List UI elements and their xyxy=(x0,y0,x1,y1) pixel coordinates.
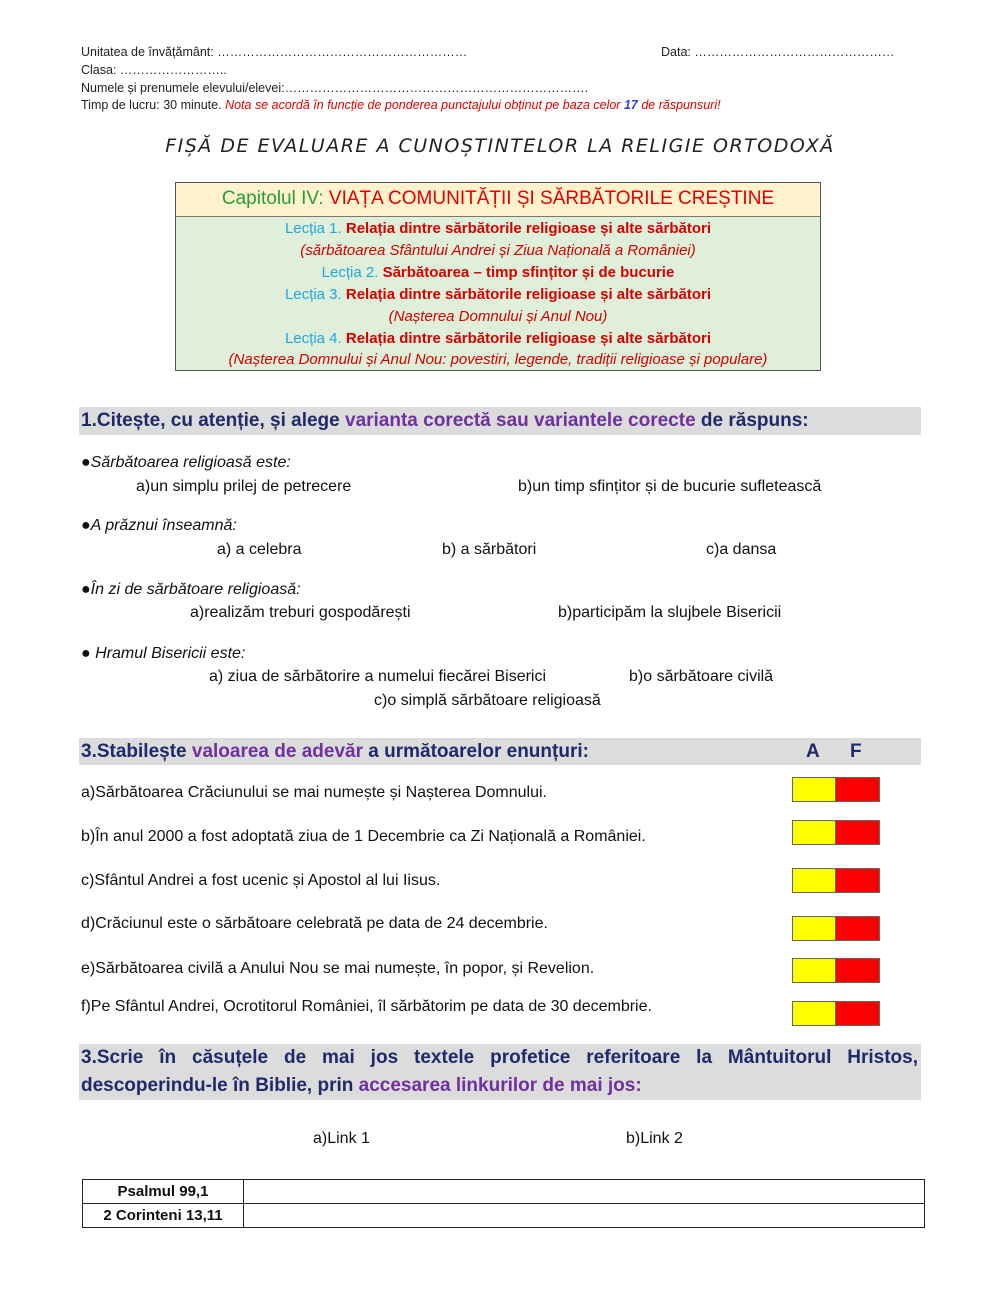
lesson-label: Lecția 1. xyxy=(284,220,342,237)
true-box[interactable] xyxy=(792,777,836,802)
lesson-subtitle: (sărbătoarea Sfântului Andrei și Ziua Națională a României) xyxy=(300,241,696,259)
answer-option[interactable]: c)a dansa xyxy=(706,541,777,558)
school-field: Unitatea de învățământ: …………………………………………………… xyxy=(81,45,468,59)
lesson-label: Lecția 3. xyxy=(284,285,342,303)
true-box[interactable] xyxy=(792,868,836,893)
false-column-label: F xyxy=(850,741,862,762)
statement-f: f)Pe Sfântul Andrei, Ocrotitorul României, îl sărbătorim pe data de 30 decembrie. xyxy=(81,998,652,1015)
verse-answer-cell[interactable] xyxy=(244,1204,925,1228)
question-prompt: ●Sărbătoarea religioasă este: xyxy=(81,454,291,471)
answer-option[interactable]: b) a sărbători xyxy=(442,541,537,558)
section1-heading-a: 1.Citește, cu atenție, și alege xyxy=(81,410,340,431)
question-prompt: ●A prăznui înseamnă: xyxy=(81,517,237,534)
table-row xyxy=(83,1204,925,1228)
lesson-label: Lecția 2. xyxy=(321,263,379,281)
student-name-field: Numele și prenumele elevului/elevei:………………………………………………………………. xyxy=(81,81,589,95)
true-false-boxes xyxy=(792,820,880,845)
grade-note: Nota se acordă în funcție de ponderea punctajului obținut pe baza celor xyxy=(225,98,621,112)
lesson-2 xyxy=(176,262,820,284)
answer-option[interactable]: a)realizăm treburi gospodărești xyxy=(190,604,411,621)
chapter-box xyxy=(175,182,821,371)
chapter-label: Capitolul IV: xyxy=(221,188,324,209)
link-2[interactable]: b)Link 2 xyxy=(626,1130,683,1147)
true-false-boxes xyxy=(792,868,880,893)
question-prompt: ●În zi de sărbătoare religioasă: xyxy=(81,581,301,598)
lesson-title: Relația dintre sărbătorile religioase și alte sărbători xyxy=(345,285,712,303)
answer-option[interactable]: c)o simplă sărbătoare religioasă xyxy=(374,692,601,709)
section2-heading xyxy=(79,738,921,765)
false-box[interactable] xyxy=(836,958,880,983)
answers-count: 17 xyxy=(623,98,638,112)
true-false-boxes xyxy=(792,958,880,983)
class-field: Clasa: …………………….. xyxy=(81,63,227,77)
lesson-subtitle: (Nașterea Domnului și Anul Nou) xyxy=(388,307,608,325)
true-box[interactable] xyxy=(792,820,836,845)
statement-a: a)Sărbătoarea Crăciunului se mai numește și Nașterea Domnului. xyxy=(81,784,547,801)
statement-e: e)Sărbătoarea civilă a Anului Nou se mai numește, în popor, și Revelion. xyxy=(81,960,595,977)
true-column-label: A xyxy=(806,741,820,762)
section2-heading-c: a următoarelor enunțuri: xyxy=(368,741,589,762)
lesson-subtitle: (Nașterea Domnului și Anul Nou: povestiri, legende, tradiții religioase și populare) xyxy=(228,351,768,369)
false-box[interactable] xyxy=(836,916,880,941)
true-false-boxes xyxy=(792,777,880,802)
false-box[interactable] xyxy=(836,868,880,893)
section2-heading-b: valoarea de adevăr xyxy=(191,741,364,762)
answer-option[interactable]: a) ziua de sărbătorire a numelui fiecărei Biserici xyxy=(209,668,547,685)
true-box[interactable] xyxy=(792,1001,836,1026)
table-row xyxy=(83,1180,925,1204)
section1-heading xyxy=(79,407,921,435)
statement-c: c)Sfântul Andrei a fost ucenic și Apostol al lui Iisus. xyxy=(81,872,441,889)
lesson-list xyxy=(176,217,820,371)
link-1[interactable]: a)Link 1 xyxy=(313,1130,370,1147)
statement-d: d)Crăciunul este o sărbătoare celebrată pe data de 24 decembrie. xyxy=(81,915,548,932)
verse-answer-cell[interactable] xyxy=(244,1180,925,1204)
time-limit: Timp de lucru: 30 minute. xyxy=(81,98,222,112)
section1-heading-c: de răspuns: xyxy=(700,410,809,431)
false-box[interactable] xyxy=(836,777,880,802)
grade-note-end: de răspunsuri! xyxy=(641,98,721,112)
lesson-1 xyxy=(176,218,820,240)
answer-option[interactable]: a) a celebra xyxy=(217,541,302,558)
section3-heading xyxy=(79,1044,921,1100)
true-box[interactable] xyxy=(792,958,836,983)
question-prompt: ● Hramul Bisericii este: xyxy=(81,645,246,662)
chapter-heading xyxy=(176,183,820,217)
lesson-3 xyxy=(176,284,820,306)
false-box[interactable] xyxy=(836,820,880,845)
answer-option[interactable]: b)participăm la slujbele Bisericii xyxy=(558,604,782,621)
true-false-boxes xyxy=(792,1001,880,1026)
answer-option[interactable]: b)un timp sfințitor și de bucurie sufletească xyxy=(518,478,822,495)
section3-heading-line2b: accesarea linkurilor de mai jos: xyxy=(358,1075,642,1096)
statement-b: b)În anul 2000 a fost adoptată ziua de 1 Decembrie ca Zi Națională a României. xyxy=(81,828,646,845)
verse-reference: 2 Corinteni 13,11 xyxy=(83,1204,244,1228)
verse-reference: Psalmul 99,1 xyxy=(83,1180,244,1204)
section3-heading-line2a: descoperindu-le în Biblie, prin xyxy=(81,1075,354,1096)
lesson-label: Lecția 4. xyxy=(284,329,342,347)
lesson-4 xyxy=(176,328,820,350)
true-false-boxes xyxy=(792,916,880,941)
lesson-title: Relația dintre sărbătorile religioase și alte sărbători xyxy=(345,220,712,237)
section1-heading-b: varianta corectă sau variantele corecte xyxy=(345,410,696,431)
time-note xyxy=(81,98,721,112)
section2-heading-a: 3.Stabilește xyxy=(81,741,187,762)
lesson-title: Sărbătoarea – timp sfințitor și de bucurie xyxy=(382,263,675,281)
section3-heading-line1: 3.Scrie în căsuțele de mai jos textele profetice referitoare la Mântuitorul Hristos, xyxy=(81,1047,918,1068)
section3-heading-line2 xyxy=(81,1072,918,1100)
answer-option[interactable]: b)o sărbătoare civilă xyxy=(629,668,774,685)
page-title: FIȘĂ DE EVALUARE A CUNOȘTINTELOR LA RELIGIE ORTODOXĂ xyxy=(165,135,835,157)
lesson-title: Relația dintre sărbătorile religioase și alte sărbători xyxy=(345,329,712,347)
answer-option[interactable]: a)un simplu prilej de petrecere xyxy=(136,478,352,495)
verses-table xyxy=(82,1179,925,1228)
chapter-name: VIAȚA COMUNITĂȚII ȘI SĂRBĂTORILE CREȘTINE xyxy=(328,188,775,209)
date-field: Data: ………………………………………… xyxy=(661,45,895,59)
true-box[interactable] xyxy=(792,916,836,941)
false-box[interactable] xyxy=(836,1001,880,1026)
